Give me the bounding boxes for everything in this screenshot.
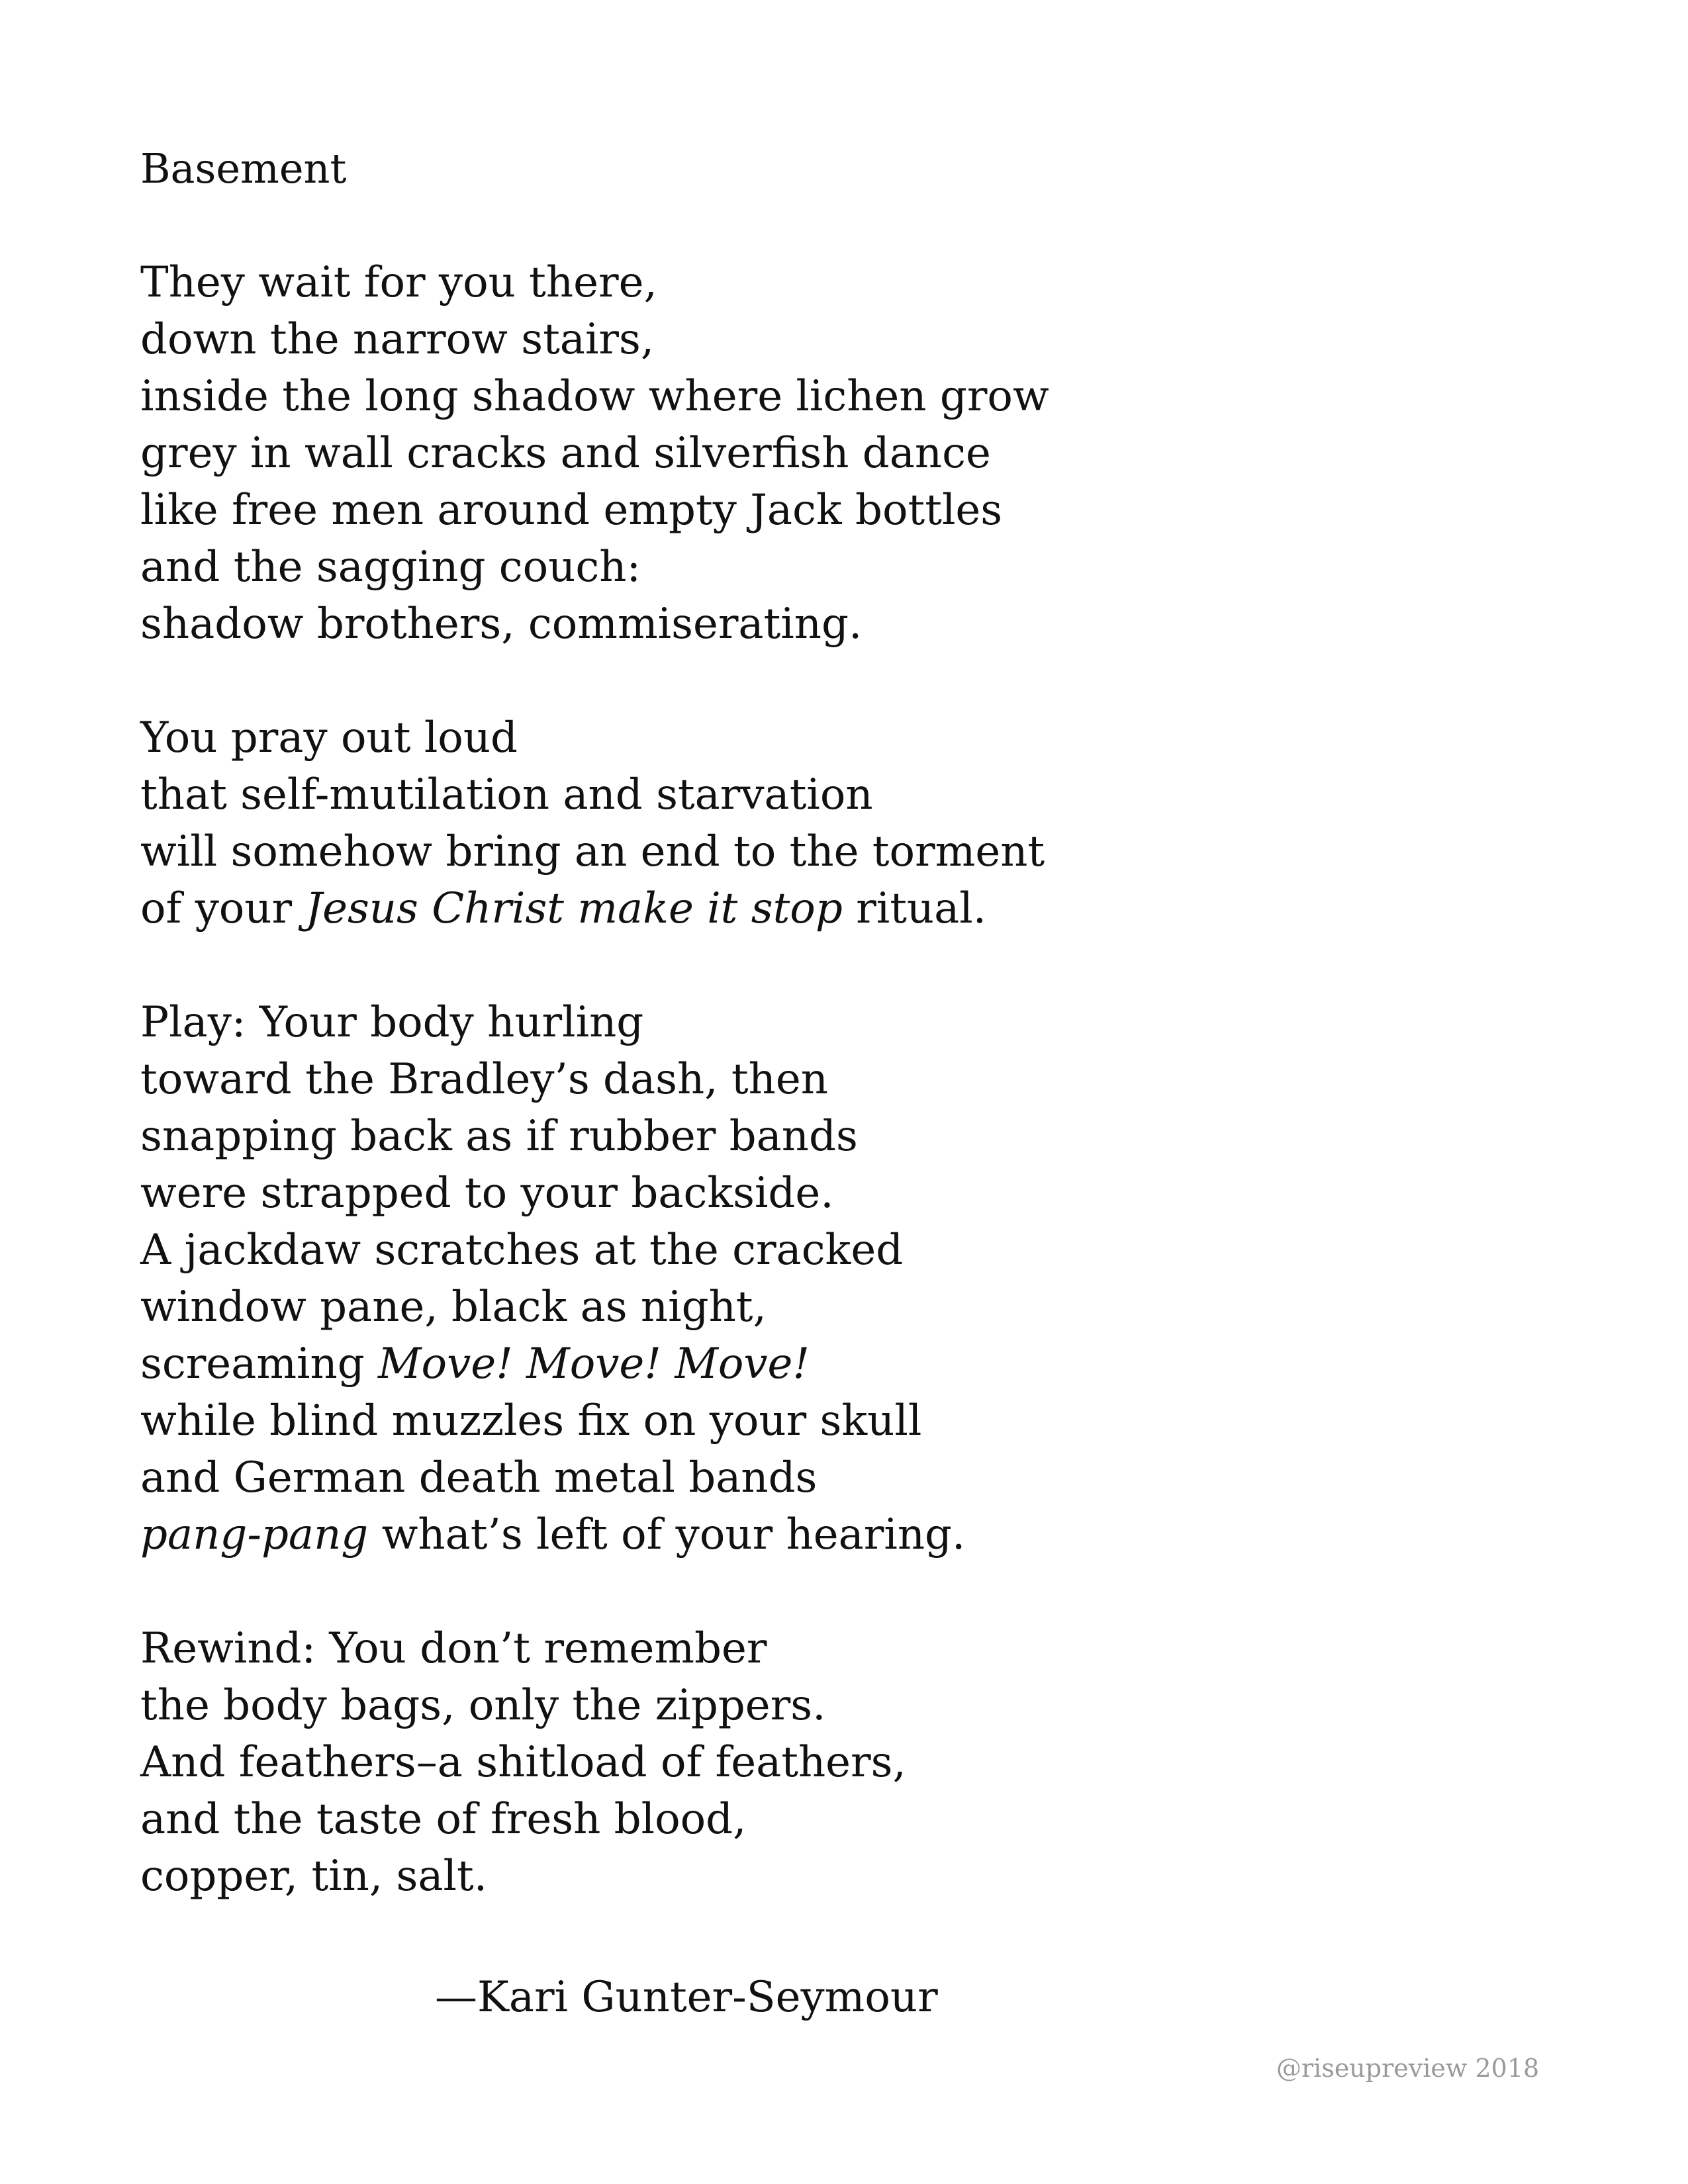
- line-text: the body bags, only the zippers.: [140, 1681, 826, 1730]
- line-text: will somehow bring an end to the torment: [140, 827, 1045, 876]
- poem-line: [140, 482, 1464, 539]
- poem-line: [140, 1165, 1464, 1222]
- line-text: and German death metal bands: [140, 1453, 818, 1502]
- poem-line: [140, 596, 1464, 653]
- italic-phrase: Move! Move! Move!: [378, 1340, 810, 1388]
- poem-line: [140, 880, 1464, 937]
- line-text: grey in wall cracks and silverfish dance: [140, 429, 991, 478]
- poem-line: [140, 766, 1464, 823]
- line-text: and the sagging couch:: [140, 543, 641, 592]
- italic-phrase: pang-pang: [140, 1510, 369, 1559]
- line-text: while blind muzzles fix on your skull: [140, 1396, 922, 1445]
- line-text: Rewind: You don’t remember: [140, 1624, 767, 1673]
- line-text: A jackdaw scratches at the cracked: [140, 1226, 904, 1275]
- line-text: ritual.: [842, 884, 987, 933]
- stanza: [140, 994, 1464, 1563]
- line-text: And feathers–a shitload of feathers,: [140, 1738, 906, 1787]
- line-text: were strapped to your backside.: [140, 1169, 834, 1218]
- poem-line: [140, 1506, 1464, 1563]
- stanza: [140, 254, 1464, 653]
- poem-line: [140, 823, 1464, 880]
- line-text: and the taste of fresh blood,: [140, 1795, 747, 1844]
- poem-line: [140, 1677, 1464, 1734]
- poem-line: [140, 1620, 1464, 1677]
- line-text: copper, tin, salt.: [140, 1852, 488, 1901]
- line-text: of your: [140, 884, 306, 933]
- author-byline: —Kari Gunter-Seymour: [435, 1973, 938, 2022]
- poem-line: [140, 1791, 1464, 1848]
- poem-title: Basement: [140, 144, 347, 193]
- poem-line: [140, 994, 1464, 1051]
- stanza: [140, 1620, 1464, 1905]
- poem-line: [140, 1108, 1464, 1165]
- line-text: like free men around empty Jack bottles: [140, 486, 1003, 535]
- poem-line: [140, 1449, 1464, 1506]
- italic-phrase: Jesus Christ make it stop: [305, 884, 843, 933]
- poem-line: [140, 1848, 1464, 1905]
- copyright-notice: @riseupreview 2018: [1276, 2054, 1540, 2083]
- line-text: that self-mutilation and starvation: [140, 770, 873, 819]
- poem-line: [140, 1051, 1464, 1108]
- line-text: shadow brothers, commiserating.: [140, 600, 863, 649]
- poem-body: [140, 254, 1464, 1905]
- line-text: Play: Your body hurling: [140, 998, 644, 1047]
- poem-line: [140, 1392, 1464, 1449]
- line-text: They wait for you there,: [140, 258, 657, 307]
- line-text: down the narrow stairs,: [140, 315, 655, 364]
- line-text: You pray out loud: [140, 713, 518, 762]
- poem-line: [140, 539, 1464, 596]
- line-text: inside the long shadow where lichen grow: [140, 372, 1049, 421]
- line-text: window pane, black as night,: [140, 1283, 767, 1332]
- line-text: snapping back as if rubber bands: [140, 1112, 858, 1161]
- poem-line: [140, 254, 1464, 311]
- poem-line: [140, 1279, 1464, 1336]
- poem-line: [140, 311, 1464, 368]
- poem-line: [140, 709, 1464, 766]
- poem-line: [140, 1222, 1464, 1279]
- poem: [140, 140, 1464, 1905]
- line-text: toward the Bradley’s dash, then: [140, 1055, 828, 1104]
- poem-line: [140, 368, 1464, 425]
- poem-line: [140, 1734, 1464, 1791]
- line-text: what’s left of your hearing.: [368, 1510, 966, 1559]
- poem-line: [140, 1336, 1464, 1392]
- poem-line: [140, 425, 1464, 482]
- stanza: [140, 709, 1464, 937]
- line-text: screaming: [140, 1340, 378, 1388]
